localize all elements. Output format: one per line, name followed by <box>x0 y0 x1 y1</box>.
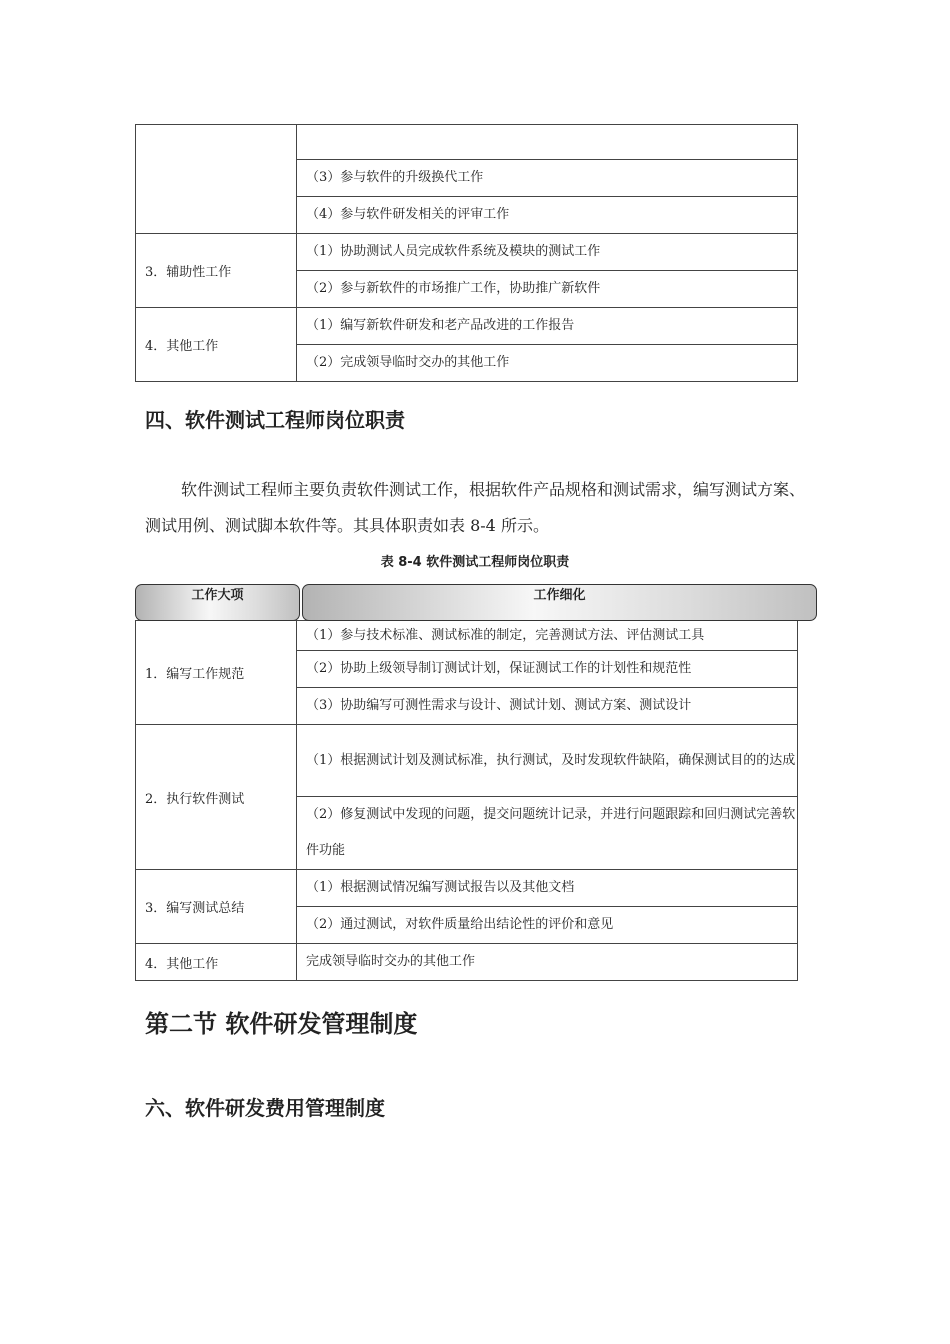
table-cell-item: 4．其他工作 <box>136 944 297 981</box>
table-cell-detail: （2）参与新软件的市场推广工作，协助推广新软件 <box>297 271 798 308</box>
section-4-heading: 四、软件测试工程师岗位职责 <box>145 408 405 432</box>
table-cell-item: 3．编写测试总结 <box>136 870 297 944</box>
table-cell-item: 4．其他工作 <box>136 308 297 382</box>
duties-table-continued <box>135 124 798 382</box>
table-cell-detail: 完成领导临时交办的其他工作 <box>297 944 798 981</box>
section-4-paragraph: 软件测试工程师主要负责软件测试工作，根据软件产品规格和测试需求，编写测试方案、测试用例、测试脚本软件等。其具体职责如表 8-4 所示。 <box>145 480 806 535</box>
header-work-item: 工作大项 <box>135 584 300 621</box>
section-6-heading: 六、软件研发费用管理制度 <box>145 1096 385 1120</box>
table-cell-detail: （1）参与技术标准、测试标准的制定，完善测试方法、评估测试工具 <box>297 621 798 651</box>
table-cell-detail: （1）编写新软件研发和老产品改进的工作报告 <box>297 308 798 345</box>
table-cell-detail: （1）根据测试计划及测试标准，执行测试，及时发现软件缺陷，确保测试目的的达成 <box>297 725 798 797</box>
table-cell-item: 3．辅助性工作 <box>136 234 297 308</box>
table-cell-detail: （2）修复测试中发现的问题，提交问题统计记录，并进行问题跟踪和回归测试完善软件功能 <box>297 797 798 870</box>
table-cell-detail: （4）参与软件研发相关的评审工作 <box>297 197 798 234</box>
table-cell-item <box>136 125 297 234</box>
table-cell-detail: （2）完成领导临时交办的其他工作 <box>297 345 798 382</box>
table-cell-detail: （1）根据测试情况编写测试报告以及其他文档 <box>297 870 798 907</box>
table-caption: 表 8-4 软件测试工程师岗位职责 <box>380 555 570 570</box>
table-cell-detail: （1）协助测试人员完成软件系统及模块的测试工作 <box>297 234 798 271</box>
table-cell-detail: （3）协助编写可测性需求与设计、测试计划、测试方案、测试设计 <box>297 688 798 725</box>
section-title: 第二节 软件研发管理制度 <box>145 1010 418 1038</box>
test-engineer-duties-table <box>135 620 798 981</box>
header-work-detail: 工作细化 <box>302 584 817 621</box>
table-cell-detail: （2）通过测试，对软件质量给出结论性的评价和意见 <box>297 907 798 944</box>
table-cell-item: 2．执行软件测试 <box>136 725 297 870</box>
table-cell-detail: （3）参与软件的升级换代工作 <box>297 160 798 197</box>
table-cell-item: 1．编写工作规范 <box>136 621 297 725</box>
table-cell-detail: （2）协助上级领导制订测试计划，保证测试工作的计划性和规范性 <box>297 651 798 688</box>
table-cell-detail <box>297 125 798 160</box>
